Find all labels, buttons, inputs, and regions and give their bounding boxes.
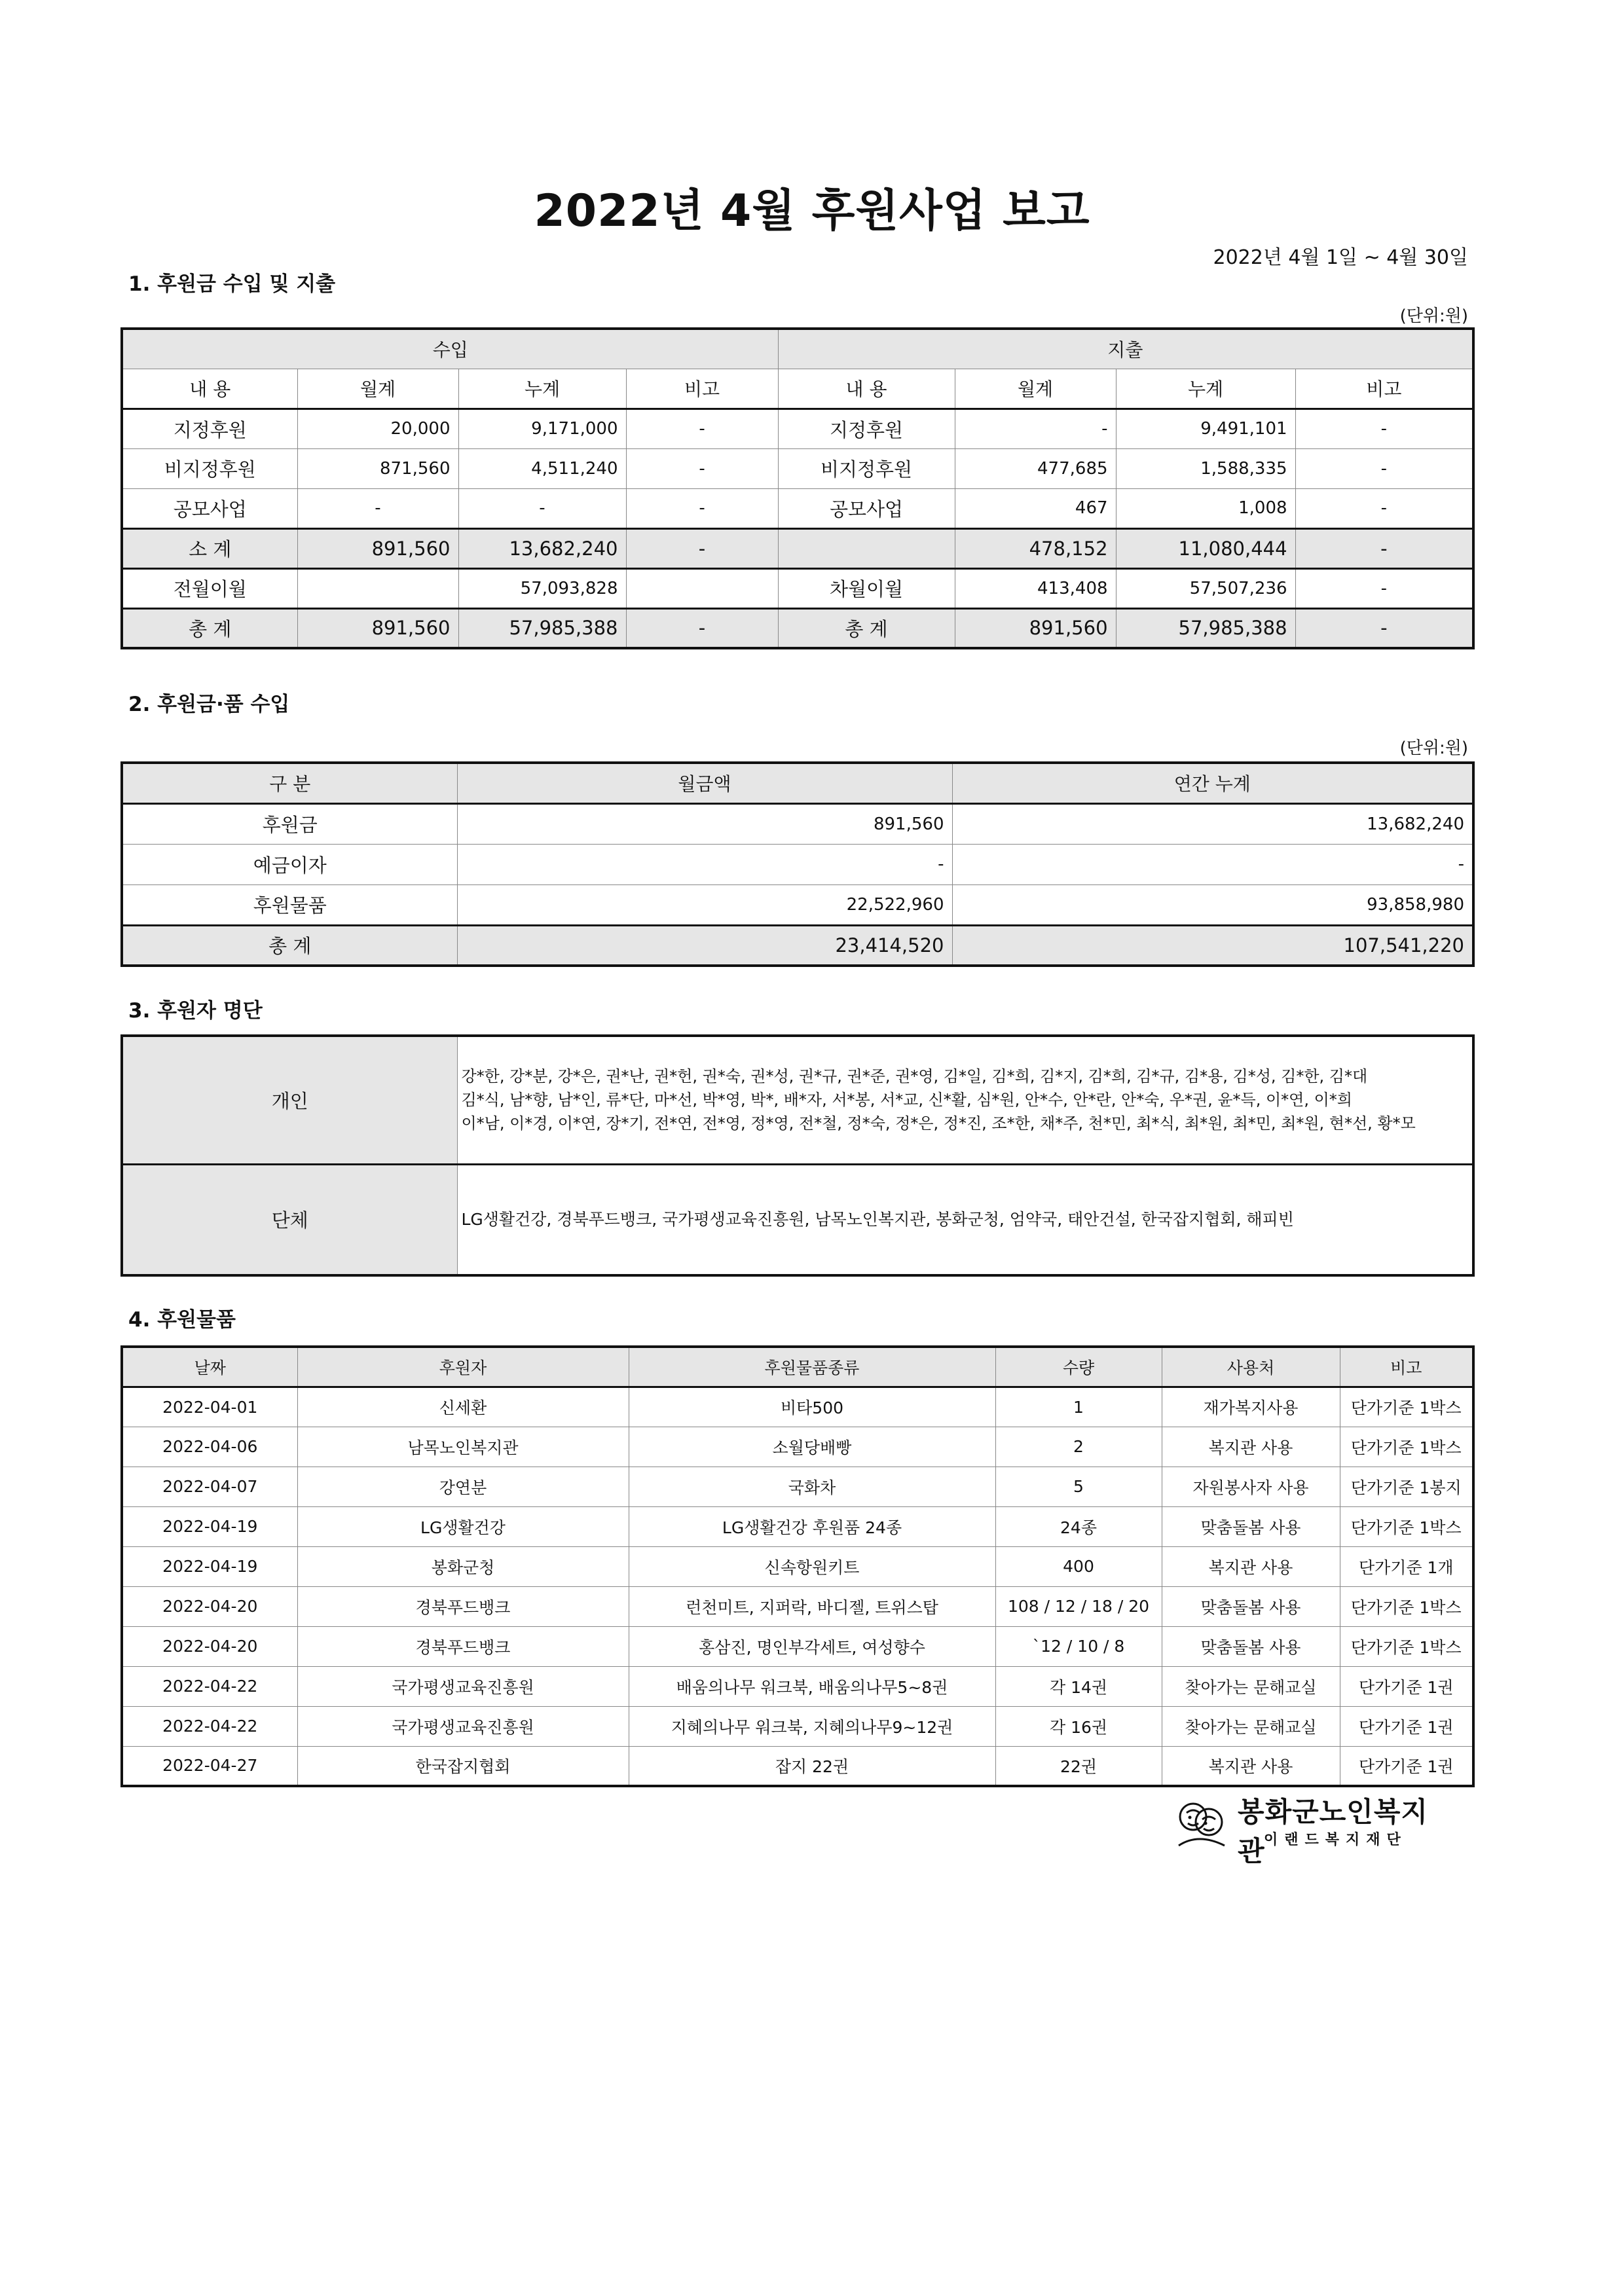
cell: 런천미트, 지퍼락, 바디젤, 트위스탑	[629, 1586, 995, 1626]
cell: 자원봉사자 사용	[1162, 1467, 1340, 1506]
row-label: 총 계	[778, 608, 955, 648]
section-2-heading: 2. 후원금·품 수입	[128, 693, 290, 716]
cell: -	[458, 488, 626, 528]
column-header: 누계	[1116, 369, 1295, 409]
table-row	[122, 448, 1473, 488]
row-label: 후원금	[122, 803, 457, 844]
cell: -	[457, 844, 952, 884]
cell: 단가기준 1권	[1340, 1706, 1473, 1746]
cell: 22,522,960	[457, 884, 952, 925]
cell: 맞춤돌봄 사용	[1162, 1626, 1340, 1666]
cell: 107,541,220	[952, 925, 1473, 966]
cell: 찾아가는 문해교실	[1162, 1666, 1340, 1706]
total-row	[122, 925, 1473, 966]
cell: 지혜의나무 워크북, 지혜의나무9~12권	[629, 1706, 995, 1746]
column-header: 비고	[1295, 369, 1473, 409]
cell: 5	[995, 1467, 1162, 1506]
cell: 891,560	[457, 803, 952, 844]
cell: 467	[955, 488, 1116, 528]
cell: 경북푸드뱅크	[297, 1626, 629, 1666]
table-row	[122, 1546, 1473, 1586]
cell: 9,491,101	[1116, 409, 1295, 448]
cell: 11,080,444	[1116, 528, 1295, 568]
table-row	[122, 1626, 1473, 1666]
table-row	[122, 1666, 1473, 1706]
column-header: 수량	[995, 1347, 1162, 1387]
cell: 413,408	[955, 568, 1116, 608]
cell: 2022-04-06	[122, 1427, 297, 1467]
column-header: 비고	[1340, 1347, 1473, 1387]
cell: 홍삼진, 명인부각세트, 여성향수	[629, 1626, 995, 1666]
total-row	[122, 608, 1473, 648]
table-row	[122, 409, 1473, 448]
table-row	[122, 568, 1473, 608]
cell	[626, 568, 778, 608]
row-label: 후원물품	[122, 884, 457, 925]
row-label: 지정후원	[778, 409, 955, 448]
cell: 맞춤돌봄 사용	[1162, 1506, 1340, 1546]
foundation-name: 이랜드복지재단	[1264, 1832, 1407, 1848]
column-header: 내 용	[122, 369, 297, 409]
table-row	[122, 844, 1473, 884]
column-header: 구 분	[122, 763, 457, 803]
cell: 2022-04-20	[122, 1626, 297, 1666]
cell: -	[626, 528, 778, 568]
cell: 찾아가는 문해교실	[1162, 1706, 1340, 1746]
cell: 경북푸드뱅크	[297, 1586, 629, 1626]
cell: 9,171,000	[458, 409, 626, 448]
column-header: 월계	[955, 369, 1116, 409]
cell: 477,685	[955, 448, 1116, 488]
table-row	[122, 1706, 1473, 1746]
cell: 1,588,335	[1116, 448, 1295, 488]
row-label: 총 계	[122, 925, 457, 966]
cell: 2022-04-01	[122, 1387, 297, 1427]
group-donor-list: LG생활건강, 경북푸드뱅크, 국가평생교육진흥원, 남목노인복지관, 봉화군청, 엄약국, 태안건설, 한국잡지협회, 해피빈	[457, 1164, 1473, 1275]
cell: 4,511,240	[458, 448, 626, 488]
table-row	[122, 1427, 1473, 1467]
cell: -	[626, 409, 778, 448]
cell: 잡지 22권	[629, 1746, 995, 1786]
cell: 복지관 사용	[1162, 1427, 1340, 1467]
cell	[297, 568, 458, 608]
cell: -	[955, 409, 1116, 448]
cell: 22권	[995, 1746, 1162, 1786]
donor-line: 강*한, 강*분, 강*은, 권*난, 권*헌, 권*숙, 권*성, 권*규, 권*준, 권*영, 김*일, 김*희, 김*지, 김*희, 김*규, 김*용, 김*성, 김*한, 김*대	[461, 1067, 1368, 1086]
column-header: 날짜	[122, 1347, 297, 1387]
cell: 재가복지사용	[1162, 1387, 1340, 1427]
cell: -	[1295, 608, 1473, 648]
section-1-unit: (단위:원)	[1399, 306, 1468, 326]
cell: -	[1295, 528, 1473, 568]
column-header: 월계	[297, 369, 458, 409]
row-label: 예금이자	[122, 844, 457, 884]
cell: 108 / 12 / 18 / 20	[995, 1586, 1162, 1626]
row-label: 소 계	[122, 528, 297, 568]
cell: 국화차	[629, 1467, 995, 1506]
report-period: 2022년 4월 1일 ~ 4월 30일	[1213, 246, 1468, 269]
donor-list-table	[120, 1034, 1475, 1277]
cell: -	[626, 488, 778, 528]
cell: 비타500	[629, 1387, 995, 1427]
table-row	[122, 1746, 1473, 1786]
cell: 2022-04-27	[122, 1746, 297, 1786]
cell: -	[297, 488, 458, 528]
page-title: 2022년 4월 후원사업 보고	[534, 185, 1090, 237]
cell: 단가기준 1박스	[1340, 1387, 1473, 1427]
donation-income-table	[120, 761, 1475, 967]
cell: 신세환	[297, 1387, 629, 1427]
cell: LG생활건강 후원품 24종	[629, 1506, 995, 1546]
row-label: 지정후원	[122, 409, 297, 448]
organization-logo	[1172, 1791, 1447, 1867]
cell: 복지관 사용	[1162, 1546, 1340, 1586]
cell: 57,093,828	[458, 568, 626, 608]
cell: 57,985,388	[458, 608, 626, 648]
cell: 단가기준 1권	[1340, 1746, 1473, 1786]
column-header: 연간 누계	[952, 763, 1473, 803]
column-header: 비고	[626, 369, 778, 409]
cell: 국가평생교육진흥원	[297, 1666, 629, 1706]
cell: -	[1295, 488, 1473, 528]
cell: 400	[995, 1546, 1162, 1586]
cell: 24종	[995, 1506, 1162, 1546]
cell: 맞춤돌봄 사용	[1162, 1586, 1340, 1626]
column-header: 후원물품종류	[629, 1347, 995, 1387]
expense-header: 지출	[778, 329, 1473, 369]
cell: 20,000	[297, 409, 458, 448]
table-row	[122, 803, 1473, 844]
cell: -	[626, 448, 778, 488]
row-label: 총 계	[122, 608, 297, 648]
row-label: 공모사업	[122, 488, 297, 528]
cell: 13,682,240	[952, 803, 1473, 844]
donated-goods-table	[120, 1345, 1475, 1787]
cell: 국가평생교육진흥원	[297, 1706, 629, 1746]
cell: 봉화군청	[297, 1546, 629, 1586]
cell: 891,560	[297, 528, 458, 568]
cell: 강연분	[297, 1467, 629, 1506]
section-2-unit: (단위:원)	[1399, 738, 1468, 758]
section-1-heading: 1. 후원금 수입 및 지출	[128, 272, 336, 296]
column-header: 사용처	[1162, 1347, 1340, 1387]
section-3-heading: 3. 후원자 명단	[128, 999, 263, 1023]
group-label: 단체	[122, 1164, 457, 1275]
subtotal-row	[122, 528, 1473, 568]
table-row	[122, 1387, 1473, 1427]
cell: -	[1295, 568, 1473, 608]
cell: `12 / 10 / 8	[995, 1626, 1162, 1666]
cell: 2022-04-07	[122, 1467, 297, 1506]
cell: -	[1295, 448, 1473, 488]
cell: 2	[995, 1427, 1162, 1467]
cell: 871,560	[297, 448, 458, 488]
cell: 93,858,980	[952, 884, 1473, 925]
donor-line: 이*남, 이*경, 이*연, 장*기, 전*연, 전*영, 정*영, 전*철, 정*숙, 정*은, 정*진, 조*한, 채*주, 천*민, 최*식, 최*원, 최*민, 최*원, 현*선, 황*모	[461, 1114, 1416, 1133]
cell: -	[1295, 409, 1473, 448]
cell: 남목노인복지관	[297, 1427, 629, 1467]
individual-donors-row	[122, 1036, 1473, 1164]
cell: 891,560	[297, 608, 458, 648]
cell: 단가기준 1박스	[1340, 1626, 1473, 1666]
column-header: 후원자	[297, 1347, 629, 1387]
cell: -	[626, 608, 778, 648]
cell: 한국잡지협회	[297, 1746, 629, 1786]
row-label: 공모사업	[778, 488, 955, 528]
table-row	[122, 1586, 1473, 1626]
column-header: 내 용	[778, 369, 955, 409]
cell: 복지관 사용	[1162, 1746, 1340, 1786]
row-label: 비지정후원	[778, 448, 955, 488]
cell: 단가기준 1권	[1340, 1666, 1473, 1706]
cell: 단가기준 1박스	[1340, 1506, 1473, 1546]
cell: 배움의나무 워크북, 배움의나무5~8권	[629, 1666, 995, 1706]
cell: 각 14권	[995, 1666, 1162, 1706]
row-label	[778, 528, 955, 568]
income-header: 수입	[122, 329, 778, 369]
cell: 각 16권	[995, 1706, 1162, 1746]
row-label: 전월이월	[122, 568, 297, 608]
table-row	[122, 488, 1473, 528]
cell: 13,682,240	[458, 528, 626, 568]
cell: 2022-04-22	[122, 1706, 297, 1746]
cell: 2022-04-19	[122, 1506, 297, 1546]
cell: 2022-04-19	[122, 1546, 297, 1586]
cell: LG생활건강	[297, 1506, 629, 1546]
cell: 478,152	[955, 528, 1116, 568]
donor-line: 김*식, 남*향, 남*인, 류*단, 마*선, 박*영, 박*, 배*자, 서*봉, 서*교, 신*활, 심*원, 안*수, 안*란, 안*숙, 우*권, 윤*득, 이*연, 이*희	[461, 1091, 1352, 1110]
column-header: 월금액	[457, 763, 952, 803]
cell: 57,507,236	[1116, 568, 1295, 608]
cell: 23,414,520	[457, 925, 952, 966]
cell: 단가기준 1박스	[1340, 1427, 1473, 1467]
cell: 891,560	[955, 608, 1116, 648]
table-row	[122, 884, 1473, 925]
section-4-heading: 4. 후원물품	[128, 1308, 236, 1332]
cell: 단가기준 1개	[1340, 1546, 1473, 1586]
organization-name: 봉화군노인복지관	[1238, 1796, 1429, 1867]
cell: 1,008	[1116, 488, 1295, 528]
elderly-couple-logo-icon	[1172, 1793, 1231, 1852]
cell: 소월당배빵	[629, 1427, 995, 1467]
table-row	[122, 1467, 1473, 1506]
table-row	[122, 1506, 1473, 1546]
cell: 단가기준 1박스	[1340, 1586, 1473, 1626]
cell: 2022-04-20	[122, 1586, 297, 1626]
cell: 57,985,388	[1116, 608, 1295, 648]
cell: 2022-04-22	[122, 1666, 297, 1706]
cell: -	[952, 844, 1473, 884]
income-expense-table	[120, 327, 1475, 649]
individual-label: 개인	[122, 1036, 457, 1164]
cell: 단가기준 1봉지	[1340, 1467, 1473, 1506]
row-label: 비지정후원	[122, 448, 297, 488]
group-donors-row	[122, 1164, 1473, 1275]
cell: 신속항원키트	[629, 1546, 995, 1586]
cell: 1	[995, 1387, 1162, 1427]
row-label: 차월이월	[778, 568, 955, 608]
column-header: 누계	[458, 369, 626, 409]
